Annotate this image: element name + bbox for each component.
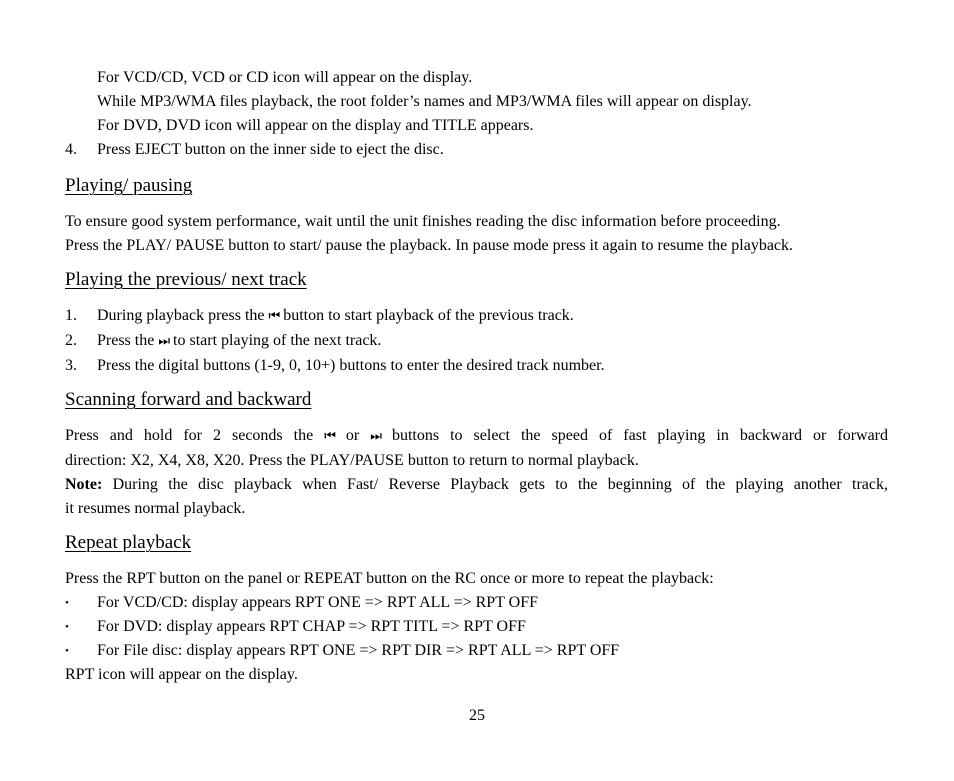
text-run: or <box>334 427 371 444</box>
intro-line-dvd: For DVD, DVD icon will appear on the display and TITLE appears. <box>97 117 534 134</box>
step-number: 4. <box>65 141 77 158</box>
bullet-text: For VCD/CD: display appears RPT ONE => RPT ALL => RPT OFF <box>97 594 539 611</box>
skip-next-icon: ⏭ <box>158 334 170 349</box>
bullet-text: For File disc: display appears RPT ONE => RPT DIR => RPT ALL => RPT OFF <box>97 642 620 659</box>
item-number: 1. <box>65 307 77 324</box>
scanning-body <box>65 424 888 521</box>
note-label: Note: <box>65 476 103 493</box>
heading-previous-next-track: Playing the previous/ next track <box>65 269 307 290</box>
step-4 <box>65 138 888 162</box>
note-line-2: it resumes normal playback. <box>65 500 246 517</box>
bullet-item <box>65 639 888 663</box>
item-text-after: to start playing of the next track. <box>169 332 382 349</box>
skip-previous-icon: ⏮ <box>324 429 335 444</box>
text-run: buttons to select the speed of fast playing in backward or forward <box>380 427 889 444</box>
repeat-footer: RPT icon will appear on the display. <box>65 666 298 683</box>
paragraph-line: To ensure good system performance, wait until the unit finishes reading the disc information before proceeding. <box>65 213 781 230</box>
bullet-item <box>65 615 888 639</box>
intro-line-mp3: While MP3/WMA files playback, the root folder’s names and MP3/WMA files will appear on display. <box>97 93 752 110</box>
playing-pausing-body <box>65 210 888 258</box>
intro-line-vcd: For VCD/CD, VCD or CD icon will appear on the display. <box>97 69 473 86</box>
item-text-after: button to start playback of the previous track. <box>279 307 574 324</box>
item-number: 2. <box>65 332 77 349</box>
skip-previous-icon: ⏮ <box>268 309 280 324</box>
heading-scanning: Scanning forward and backward <box>65 389 312 410</box>
paragraph-line: Press the PLAY/ PAUSE button to start/ pause the playback. In pause mode press it again to resume the playback. <box>65 237 794 254</box>
bullet-icon: • <box>65 645 69 657</box>
bullet-icon: • <box>65 597 69 609</box>
list-item <box>65 329 888 354</box>
bullet-item <box>65 591 888 615</box>
repeat-body <box>65 567 888 687</box>
bullet-icon: • <box>65 621 69 633</box>
item-text: Press the digital buttons (1-9, 0, 10+) buttons to enter the desired track number. <box>97 357 605 374</box>
page-number: 25 <box>469 707 485 724</box>
note-text: During the disc playback when Fast/ Reverse Playback gets to the beginning of the playing another track, <box>102 476 888 493</box>
heading-repeat-playback: Repeat playback <box>65 532 192 553</box>
intro-section <box>65 66 888 162</box>
heading-playing-pausing: Playing/ pausing <box>65 175 193 196</box>
repeat-intro: Press the RPT button on the panel or REPEAT button on the RC once or more to repeat the playback: <box>65 570 714 587</box>
skip-next-icon: ⏭ <box>370 429 381 444</box>
bullet-text: For DVD: display appears RPT CHAP => RPT TITL => RPT OFF <box>97 618 526 635</box>
item-number: 3. <box>65 357 77 374</box>
step-text: Press EJECT button on the inner side to eject the disc. <box>97 141 444 158</box>
list-item <box>65 304 888 329</box>
scanning-paragraph-line-1 <box>65 424 888 449</box>
list-item <box>65 354 888 378</box>
note-line-1 <box>65 473 888 497</box>
previous-next-list <box>65 304 888 378</box>
manual-page <box>65 66 888 687</box>
scanning-paragraph-line-2: direction: X2, X4, X8, X20. Press the PLAY/PAUSE button to return to normal playback. <box>65 452 639 469</box>
text-run: Press and hold for 2 seconds the <box>65 427 325 444</box>
item-text-before: During playback press the <box>97 307 269 324</box>
item-text-before: Press the <box>97 332 159 349</box>
